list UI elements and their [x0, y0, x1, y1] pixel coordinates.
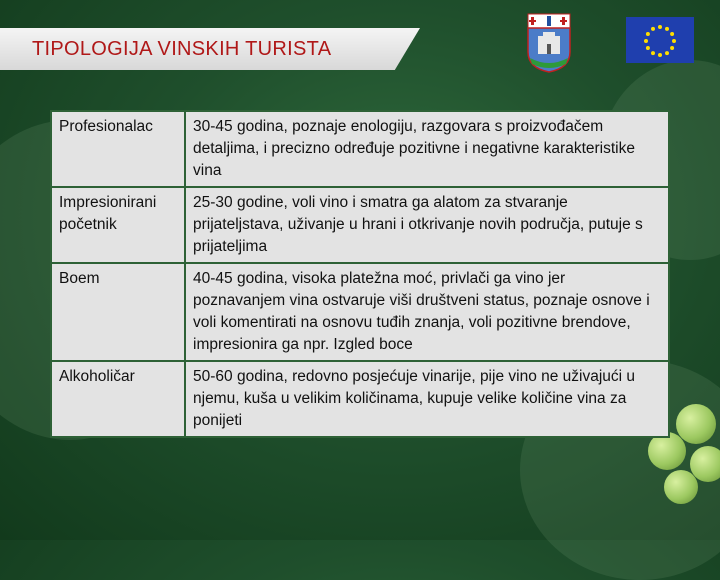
description-cell: 40-45 godina, visoka platežna moć, privlači ga vino jer poznavanjem vina ostvaruje viši društveni status, poznaje osnove i voli komentirati na osnovu tuđih znanja, voli pozitivne brendove, impresionira ga npr. Izgled boce [185, 263, 669, 361]
eu-flag-icon [626, 17, 694, 63]
table-row [51, 263, 669, 361]
table-row [51, 111, 669, 187]
grape-decoration [664, 470, 698, 504]
coat-of-arms-icon [526, 12, 572, 74]
typology-table [50, 110, 670, 438]
description-cell: 50-60 godina, redovno posjećuje vinarije, pije vino ne uživajući u njemu, kuša u velikim količinama, kupuje velike količine vina za ponijeti [185, 361, 669, 437]
tourist-type-cell: Impresionirani početnik [51, 187, 185, 263]
grape-decoration [676, 404, 716, 444]
tourist-type-cell: Alkoholičar [51, 361, 185, 437]
page-title: TIPOLOGIJA VINSKIH TURISTA [32, 38, 332, 60]
description-cell: 25-30 godine, voli vino i smatra ga alatom za stvaranje prijateljstava, uživanje u hrani i otkrivanje novih područja, putuje s prijateljima [185, 187, 669, 263]
table-row [51, 187, 669, 263]
tourist-type-cell: Profesionalac [51, 111, 185, 187]
description-cell: 30-45 godina, poznaje enologiju, razgovara s proizvođačem detaljima, i precizno određuje pozitivne i negativne karakteristike vina [185, 111, 669, 187]
table-row [51, 361, 669, 437]
tourist-type-cell: Boem [51, 263, 185, 361]
